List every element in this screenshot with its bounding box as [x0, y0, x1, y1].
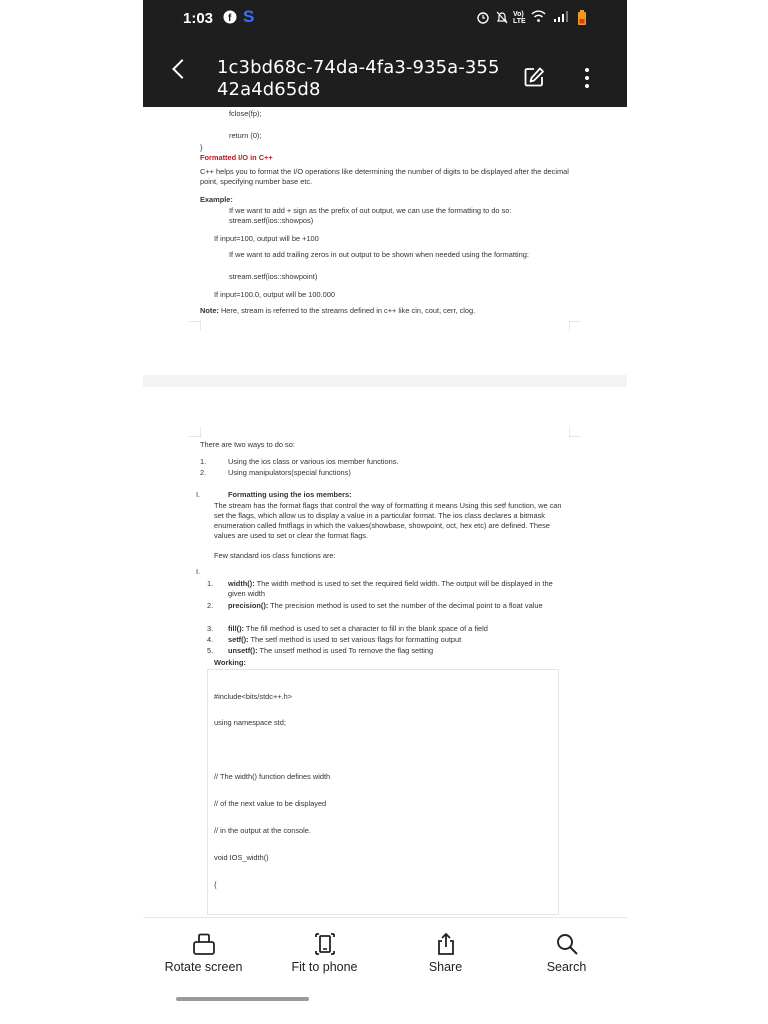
list-num: 3. — [207, 624, 214, 633]
status-bar — [143, 0, 627, 38]
status-time: 1:03 — [183, 10, 214, 27]
list-num: 4. — [207, 635, 214, 644]
example-label: Example: — [200, 195, 233, 204]
page-corner-marker — [189, 321, 201, 331]
bottom-action-bar — [143, 917, 627, 988]
rotate-screen-label: Rotate screen — [164, 960, 243, 974]
function-item — [228, 635, 461, 645]
example-2-code: stream.setf(ios::showpoint) — [229, 272, 318, 281]
rotate-screen-button[interactable] — [143, 918, 264, 988]
fit-to-phone-icon — [313, 932, 337, 956]
more-vert-icon[interactable] — [585, 68, 589, 88]
code-line: using namespace std; — [214, 718, 286, 727]
example-2-result: If input=100.0, output will be 100.000 — [214, 290, 336, 299]
roman-numeral: I. — [196, 490, 201, 499]
s-app-icon: S — [243, 7, 255, 26]
intro-text: C++ helps you to format the I/O operations like determining the number of digits to be displayed after the decimal point, specifying number base etc. — [200, 167, 569, 186]
signal-icon — [553, 10, 569, 26]
code-block — [207, 669, 559, 915]
example-1-result: If input=100, output will be +100 — [214, 234, 319, 243]
few-functions-text: Few standard ios class functions are: — [214, 551, 336, 560]
function-desc: The width method is used to set the required field width. The output will be displayed in the given width — [228, 579, 553, 598]
mute-icon — [495, 10, 509, 27]
title-line-1: 1c3bd68c-74da-4fa3-935a-355 — [217, 57, 500, 78]
function-item — [228, 624, 488, 634]
function-item — [228, 579, 563, 599]
facebook-icon — [223, 10, 237, 27]
page-corner-marker — [189, 427, 201, 437]
code-fclose: fclose(fp); — [229, 109, 262, 118]
page-corner-marker — [569, 427, 581, 437]
code-return: return (0); — [229, 131, 262, 140]
phone-screen — [143, 0, 627, 1024]
code-line: { — [214, 880, 217, 889]
search-button[interactable] — [506, 918, 627, 988]
edit-icon[interactable] — [523, 66, 543, 86]
chevron-left-icon[interactable] — [172, 59, 192, 79]
code-line: #include<bits/stdc++.h> — [214, 692, 293, 701]
example-1-code: stream.setf(ios::showpos) — [229, 216, 314, 225]
volte-icon: Vo) LTE — [513, 11, 526, 25]
function-name: width(): — [228, 579, 255, 588]
home-indicator[interactable] — [176, 997, 309, 1001]
working-label: Working: — [214, 658, 246, 667]
share-label: Share — [428, 960, 463, 974]
function-desc: The unsetf method is used To remove the flag setting — [257, 646, 434, 655]
page-separator — [143, 375, 627, 387]
example-1-text: If we want to add + sign as the prefix of out output, we can use the formatting to do so: — [229, 206, 512, 215]
roman-numeral: I. — [196, 567, 201, 576]
page-corner-marker — [569, 321, 581, 331]
example-2-text: If we want to add trailing zeros in out output to be shown when needed using the formatting: — [229, 250, 529, 259]
list-num: 2. — [207, 601, 214, 610]
code-line: // of the next value to be displayed — [214, 799, 327, 808]
function-name: unsetf(): — [228, 646, 258, 655]
document-title — [217, 57, 507, 101]
share-icon — [434, 932, 458, 956]
function-name: fill(): — [228, 624, 245, 633]
function-item — [228, 646, 433, 656]
note-label: Note: — [200, 306, 219, 315]
search-icon — [555, 932, 579, 956]
share-button[interactable] — [385, 918, 506, 988]
list-num: 5. — [207, 646, 214, 655]
rotate-screen-icon — [192, 932, 216, 956]
title-line-2: 42a4d65d8 — [217, 79, 321, 100]
ways-text: There are two ways to do so: — [200, 440, 295, 449]
list-num: 2. — [200, 468, 207, 477]
note-text — [200, 306, 475, 316]
list-item: Using manipulators(special functions) — [228, 468, 351, 477]
app-bar — [143, 38, 627, 107]
function-name: setf(): — [228, 635, 249, 644]
svg-text:f: f — [228, 13, 232, 24]
alarm-icon — [476, 10, 490, 27]
code-line: // in the output at the console. — [214, 826, 311, 835]
code-line: void IOS_width() — [214, 853, 269, 862]
section-body: The stream has the format flags that control the way of formatting it means Using this setf function, we can set the flags, which allow us to display a value in a particular format. The ios class declares a bitmask enumeration called fmtflags in which the values(showbase, showpoint, oct, hex etc) are defined. These values are used to set or clear the format flags. — [214, 501, 562, 540]
function-name: precision(): — [228, 601, 269, 610]
function-item — [228, 601, 563, 611]
function-desc: The setf method is used to set various flags for formatting output — [248, 635, 462, 644]
battery-icon — [577, 10, 587, 29]
fit-to-phone-label: Fit to phone — [291, 960, 358, 974]
code-line: // The width() function defines width — [214, 772, 331, 781]
list-item: Using the ios class or various ios member functions. — [228, 457, 399, 466]
function-desc: The precision method is used to set the number of the decimal point to a float value — [268, 601, 543, 610]
section-heading: Formatted I/O in C++ — [200, 153, 273, 162]
section-title: Formatting using the ios members: — [228, 490, 352, 499]
fit-to-phone-button[interactable] — [264, 918, 385, 988]
note-body: Here, stream is referred to the streams defined in c++ like cin, cout, cerr, clog. — [218, 306, 476, 315]
search-label: Search — [546, 960, 587, 974]
code-brace: } — [200, 143, 203, 152]
function-desc: The fill method is used to set a character to fill in the blank space of a field — [244, 624, 488, 633]
list-num: 1. — [200, 457, 207, 466]
wifi-icon — [531, 10, 546, 26]
document-view[interactable] — [143, 107, 627, 917]
list-num: 1. — [207, 579, 214, 588]
